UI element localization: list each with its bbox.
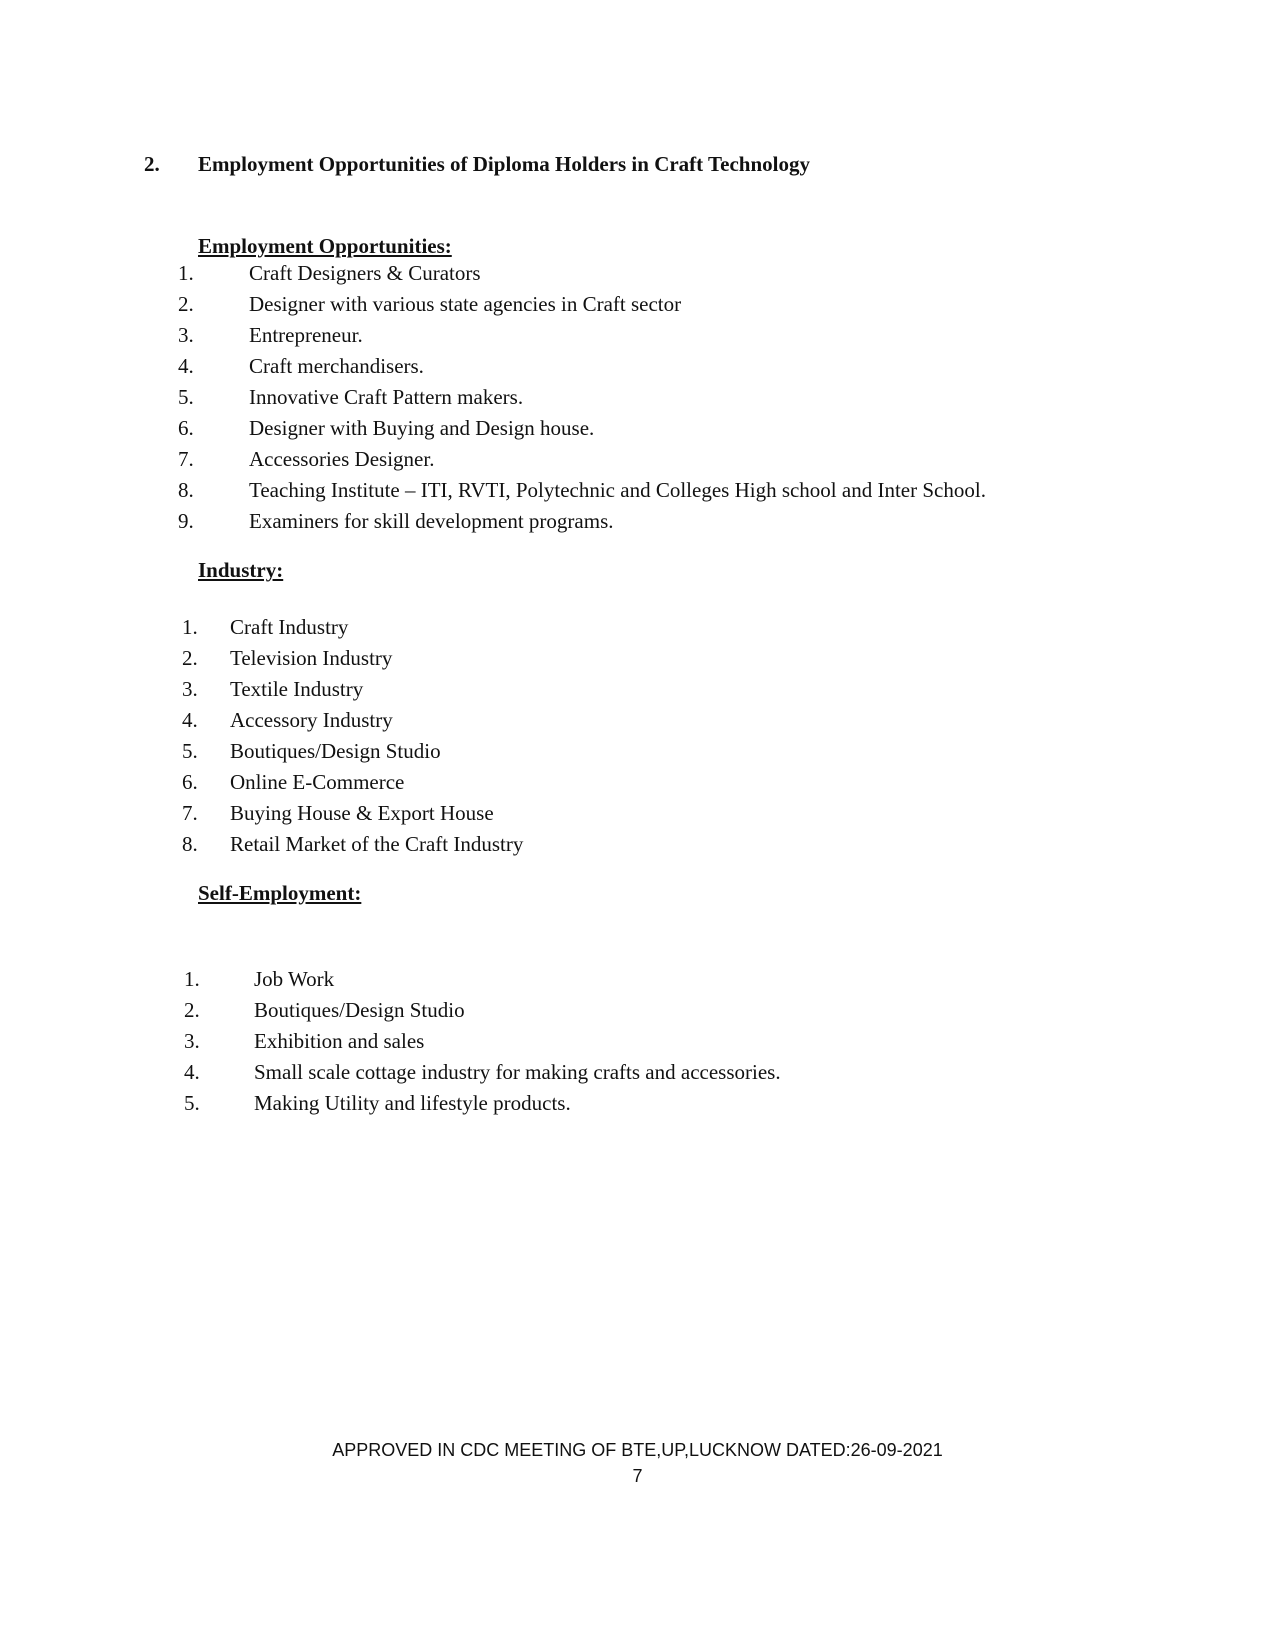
list-item-number: 7. bbox=[182, 801, 198, 825]
list-item-number: 6. bbox=[178, 416, 194, 440]
list-item-text: Designer with Buying and Design house. bbox=[249, 416, 595, 440]
list-item-text: Retail Market of the Craft Industry bbox=[230, 832, 524, 856]
list-item-text: Craft merchandisers. bbox=[249, 354, 424, 378]
list-item-text: Accessory Industry bbox=[230, 708, 393, 732]
list-item-text: Making Utility and lifestyle products. bbox=[254, 1091, 571, 1115]
list-item-text: Textile Industry bbox=[230, 677, 364, 701]
list-item-number: 1. bbox=[182, 615, 198, 639]
list-item-number: 6. bbox=[182, 770, 198, 794]
list-item-text: Exhibition and sales bbox=[254, 1029, 425, 1053]
industry-heading: Industry: bbox=[198, 558, 284, 582]
list-item-number: 2. bbox=[178, 292, 194, 316]
list-item-number: 3. bbox=[178, 323, 194, 347]
list-item-text: Innovative Craft Pattern makers. bbox=[249, 385, 524, 409]
footer-approval-note: APPROVED IN CDC MEETING OF BTE,UP,LUCKNOW DATED:26-09-2021 bbox=[332, 1440, 943, 1460]
list-item-text: Small scale cottage industry for making crafts and accessories. bbox=[254, 1060, 781, 1084]
list-item-number: 8. bbox=[178, 478, 194, 502]
section-title: Employment Opportunities of Diploma Holders in Craft Technology bbox=[198, 152, 810, 176]
section-number: 2. bbox=[144, 152, 160, 176]
list-item-number: 1. bbox=[178, 261, 194, 285]
list-item-number: 2. bbox=[182, 646, 198, 670]
list-item-text: Boutiques/Design Studio bbox=[254, 998, 465, 1022]
self-employment-heading: Self-Employment: bbox=[198, 881, 362, 905]
list-item-number: 7. bbox=[178, 447, 194, 471]
list-item-text: Designer with various state agencies in Craft sector bbox=[249, 292, 682, 316]
list-item-number: 2. bbox=[184, 998, 200, 1022]
list-item-text: Teaching Institute – ITI, RVTI, Polytechnic and Colleges High school and Inter School. bbox=[249, 478, 986, 502]
list-item-number: 8. bbox=[182, 832, 198, 856]
list-item-text: Job Work bbox=[254, 967, 335, 991]
list-item-text: Boutiques/Design Studio bbox=[230, 739, 441, 763]
list-item-text: Accessories Designer. bbox=[249, 447, 435, 471]
list-item-number: 5. bbox=[178, 385, 194, 409]
list-item-text: Entrepreneur. bbox=[249, 323, 363, 347]
list-item-number: 3. bbox=[182, 677, 198, 701]
page-number: 7 bbox=[632, 1466, 643, 1486]
list-item-number: 5. bbox=[182, 739, 198, 763]
employment-opportunities-heading: Employment Opportunities: bbox=[198, 234, 452, 258]
list-item-text: Television Industry bbox=[230, 646, 393, 670]
list-item-text: Craft Designers & Curators bbox=[249, 261, 481, 285]
list-item-text: Online E-Commerce bbox=[230, 770, 405, 794]
list-item-number: 5. bbox=[184, 1091, 200, 1115]
list-item-number: 1. bbox=[184, 967, 200, 991]
list-item-number: 9. bbox=[178, 509, 194, 533]
list-item-number: 4. bbox=[178, 354, 194, 378]
list-item-number: 4. bbox=[184, 1060, 200, 1084]
list-item-number: 4. bbox=[182, 708, 198, 732]
list-item-text: Buying House & Export House bbox=[230, 801, 494, 825]
list-item-number: 3. bbox=[184, 1029, 200, 1053]
list-item-text: Craft Industry bbox=[230, 615, 349, 639]
list-item-text: Examiners for skill development programs. bbox=[249, 509, 614, 533]
